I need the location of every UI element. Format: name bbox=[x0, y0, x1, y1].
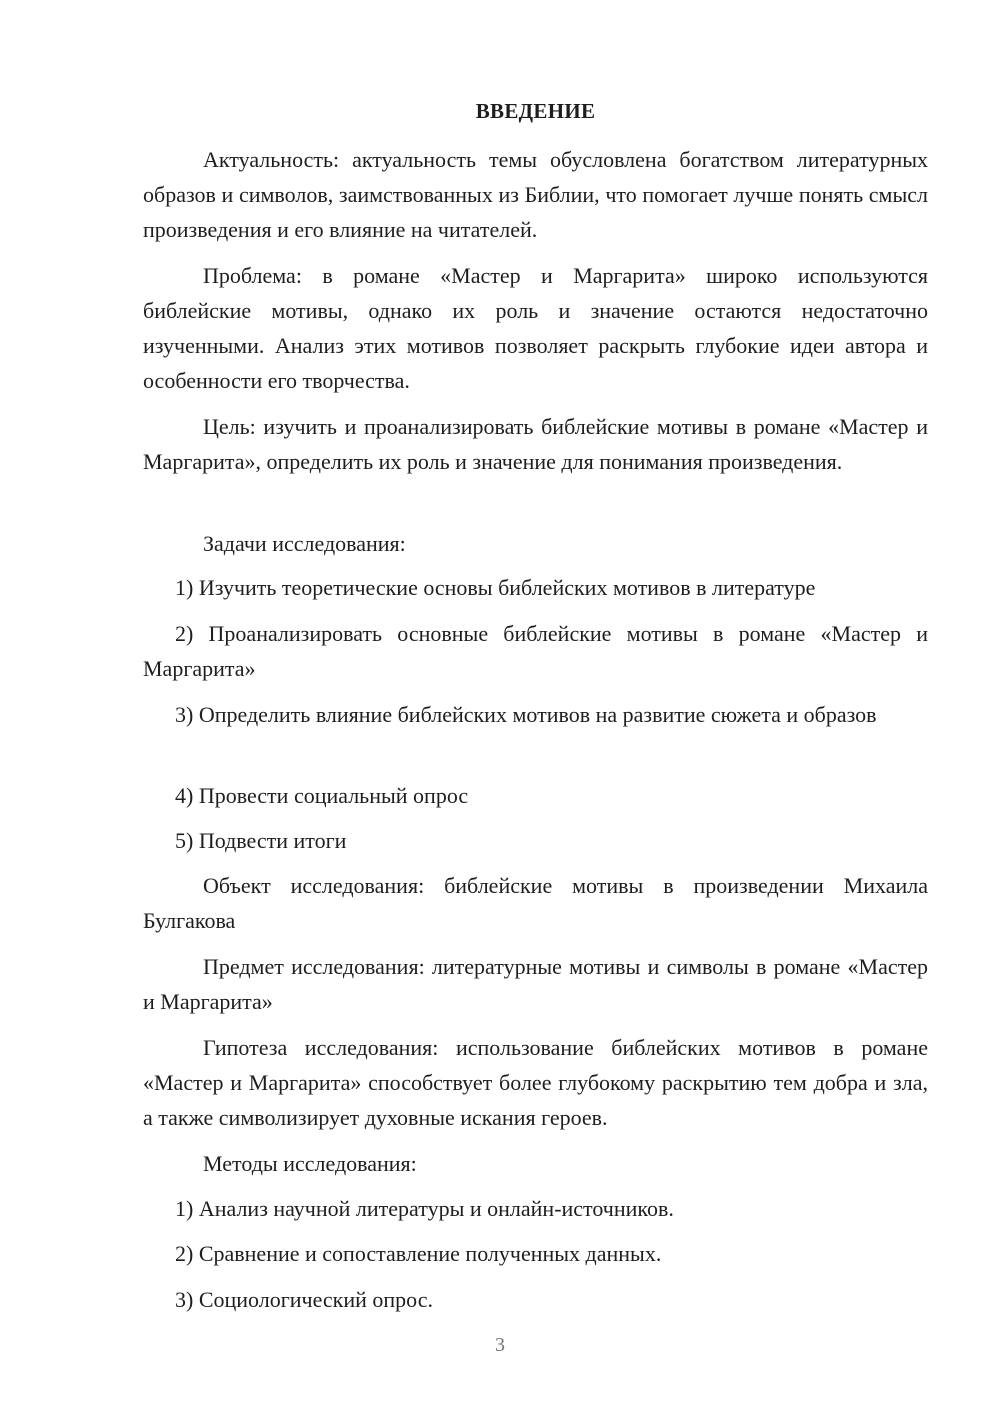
relevance-paragraph: Актуальность: актуальность темы обусловлена богатством литературных образов и символов, заимствованных из Библии, что помогает лучше понять смысл произведения и его влияние на читателей. bbox=[143, 147, 928, 242]
object-paragraph: Объект исследования: библейские мотивы в произведении Михаила Булгакова bbox=[143, 873, 928, 933]
method-item-3: 3) Социологический опрос. bbox=[175, 1287, 433, 1312]
task-item-3: 3) Определить влияние библейских мотивов на развитие сюжета и образов bbox=[175, 702, 877, 727]
subject-paragraph: Предмет исследования: литературные мотивы и символы в романе «Мастер и Маргарита» bbox=[143, 954, 928, 1014]
task-item-2: 2) Проанализировать основные библейские мотивы в романе «Мастер и Маргарита» bbox=[143, 621, 928, 681]
problem-paragraph: Проблема: в романе «Мастер и Маргарита» широко используются библейские мотивы, однако их роль и значение остаются недостаточно изученными. Анализ этих мотивов позволяет раскрыть глубокие идеи автора и особенности его творчества. bbox=[143, 263, 928, 393]
task-item-5: 5) Подвести итоги bbox=[175, 828, 347, 853]
hypothesis-paragraph: Гипотеза исследования: использование библейских мотивов в романе «Мастер и Маргарита» способствует более глубокому раскрытию тем добра и зла, а также символизирует духовные искания героев. bbox=[143, 1035, 928, 1130]
task-item-1: 1) Изучить теоретические основы библейских мотивов в литературе bbox=[175, 575, 816, 600]
method-item-1: 1) Анализ научной литературы и онлайн-источников. bbox=[175, 1196, 674, 1221]
method-item-2: 2) Сравнение и сопоставление полученных данных. bbox=[175, 1241, 662, 1266]
section-title: ВВЕДЕНИЕ bbox=[475, 99, 596, 123]
page-number: 3 bbox=[495, 1334, 505, 1356]
methods-heading: Методы исследования: bbox=[203, 1151, 417, 1176]
task-item-4: 4) Провести социальный опрос bbox=[175, 783, 469, 808]
tasks-heading: Задачи исследования: bbox=[203, 531, 406, 556]
document-page bbox=[143, 0, 928, 1414]
goal-paragraph: Цель: изучить и проанализировать библейские мотивы в романе «Мастер и Маргарита», определить их роль и значение для понимания произведения. bbox=[143, 414, 928, 474]
